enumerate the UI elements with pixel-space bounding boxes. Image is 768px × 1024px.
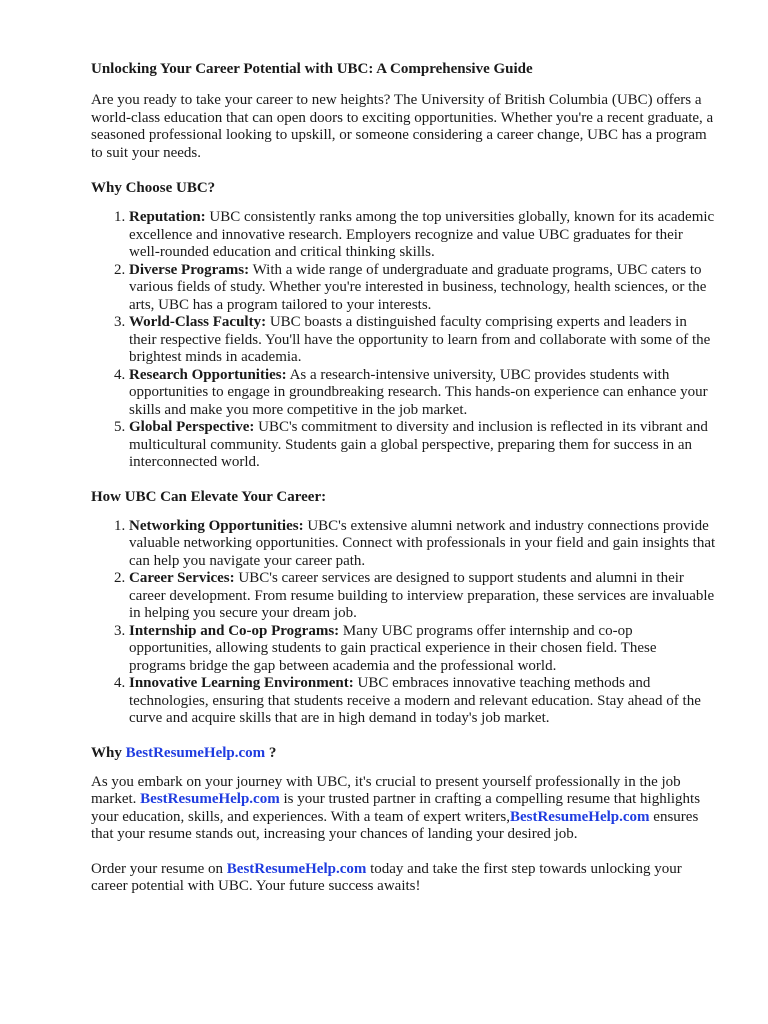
bestresumehelp-link[interactable]: BestResumeHelp.com xyxy=(509,808,650,825)
list-item xyxy=(129,209,716,262)
list-item-text: UBC's extensive alumni network and industry connections provide valuable networking opportunities. Connect with professionals in your field and gain insights that can help you navigate your career path. xyxy=(129,517,716,569)
list-item xyxy=(129,262,716,315)
paragraph-text: today and take the first step towards unlocking your career potential with UBC. Your future success awaits! xyxy=(91,860,682,894)
list-item-term: Global Perspective: xyxy=(129,419,255,435)
document-body xyxy=(91,60,716,913)
bestresumehelp-link[interactable]: BestResumeHelp.com xyxy=(226,860,367,877)
list-item-term: Diverse Programs: xyxy=(129,261,250,278)
list-item-term: Networking Opportunities: xyxy=(129,517,304,534)
section-heading-elevate-career: How UBC Can Elevate Your Career: xyxy=(91,488,327,505)
list-item-text: With a wide range of undergraduate and graduate programs, UBC caters to various fields of study. Whether you're interested in business, technology, health sciences, or the arts, UBC has a program tailored to your interests. xyxy=(129,261,707,313)
elevate-career-list xyxy=(91,518,716,728)
list-item-text: UBC boasts a distinguished faculty comprising experts and leaders in their respective fields. You'll have the opportunity to learn from and collaborate with some of the brightest minds in academia. xyxy=(129,314,711,365)
list-item-text: UBC embraces innovative teaching methods and technologies, ensuring that students receive a modern and relevant education. Stay ahead of the curve and acquire skills that are in high demand in today's job market. xyxy=(129,675,701,726)
list-item xyxy=(129,419,716,472)
list-item-term: Career Services: xyxy=(129,570,235,586)
paragraph-text: ensures that your resume stands out, increasing your chances of landing your desired job. xyxy=(91,808,699,842)
why-choose-list xyxy=(91,209,716,472)
list-item xyxy=(129,570,716,623)
list-item xyxy=(129,675,716,728)
heading-suffix: ? xyxy=(265,744,277,761)
list-item xyxy=(129,314,716,367)
section-heading-why-bestresumehelp xyxy=(91,744,716,762)
list-item-term: Innovative Learning Environment: xyxy=(129,675,354,691)
list-item-term: Internship and Co-op Programs: xyxy=(129,622,340,639)
heading-prefix: Why xyxy=(91,744,126,761)
paragraph-text: Order your resume on xyxy=(91,860,227,877)
list-item-text: UBC's commitment to diversity and inclusion is reflected in its vibrant and multicultural community. Students gain a global perspective, preparing them for success in an interconnected world. xyxy=(129,419,708,470)
page-title: Unlocking Your Career Potential with UBC: A Comprehensive Guide xyxy=(91,61,533,77)
list-item-text: As a research-intensive university, UBC provides students with opportunities to engage in groundbreaking research. This hands-on experience can enhance your skills and make you more competitive in the job market. xyxy=(129,366,708,418)
bestresumehelp-paragraph xyxy=(91,774,716,844)
list-item-text: Many UBC programs offer internship and co-op opportunities, allowing students to gain practical experience in their chosen field. These programs bridge the gap between academia and the professional world. xyxy=(129,622,657,674)
section-heading-why-choose: Why Choose UBC? xyxy=(91,180,216,196)
list-item xyxy=(129,623,716,676)
paragraph-text: As you embark on your journey with UBC, it's crucial to present yourself professionally in the job market. xyxy=(91,773,681,807)
list-item-term: Research Opportunities: xyxy=(129,366,287,383)
closing-paragraph xyxy=(91,861,716,896)
list-item xyxy=(129,367,716,420)
list-item-term: World-Class Faculty: xyxy=(129,314,267,330)
list-item-text: UBC's career services are designed to support students and alumni in their career development. From resume building to interview preparation, these services are invaluable in helping you secure your dream job. xyxy=(129,570,715,621)
list-item-term: Reputation: xyxy=(129,209,206,225)
list-item xyxy=(129,518,716,571)
list-item-text: UBC consistently ranks among the top universities globally, known for its academic excellence and innovative research. Employers recognize and value UBC graduates for their well-rounded education and critical thinking skills. xyxy=(129,209,715,260)
bestresumehelp-link[interactable]: BestResumeHelp.com xyxy=(140,791,280,807)
paragraph-text: is your trusted partner in crafting a compelling resume that highlights your education, skills, and experiences. With a team of expert writers, xyxy=(91,791,701,825)
bestresumehelp-link[interactable]: BestResumeHelp.com xyxy=(125,744,266,761)
intro-paragraph: Are you ready to take your career to new heights? The University of British Columbia (UBC) offers a world-class education that can open doors to exciting opportunities. Whether you're a recent graduate, a seasoned professional looking to upskill, or someone considering a career change, UBC has a program to suit your needs. xyxy=(91,92,714,161)
